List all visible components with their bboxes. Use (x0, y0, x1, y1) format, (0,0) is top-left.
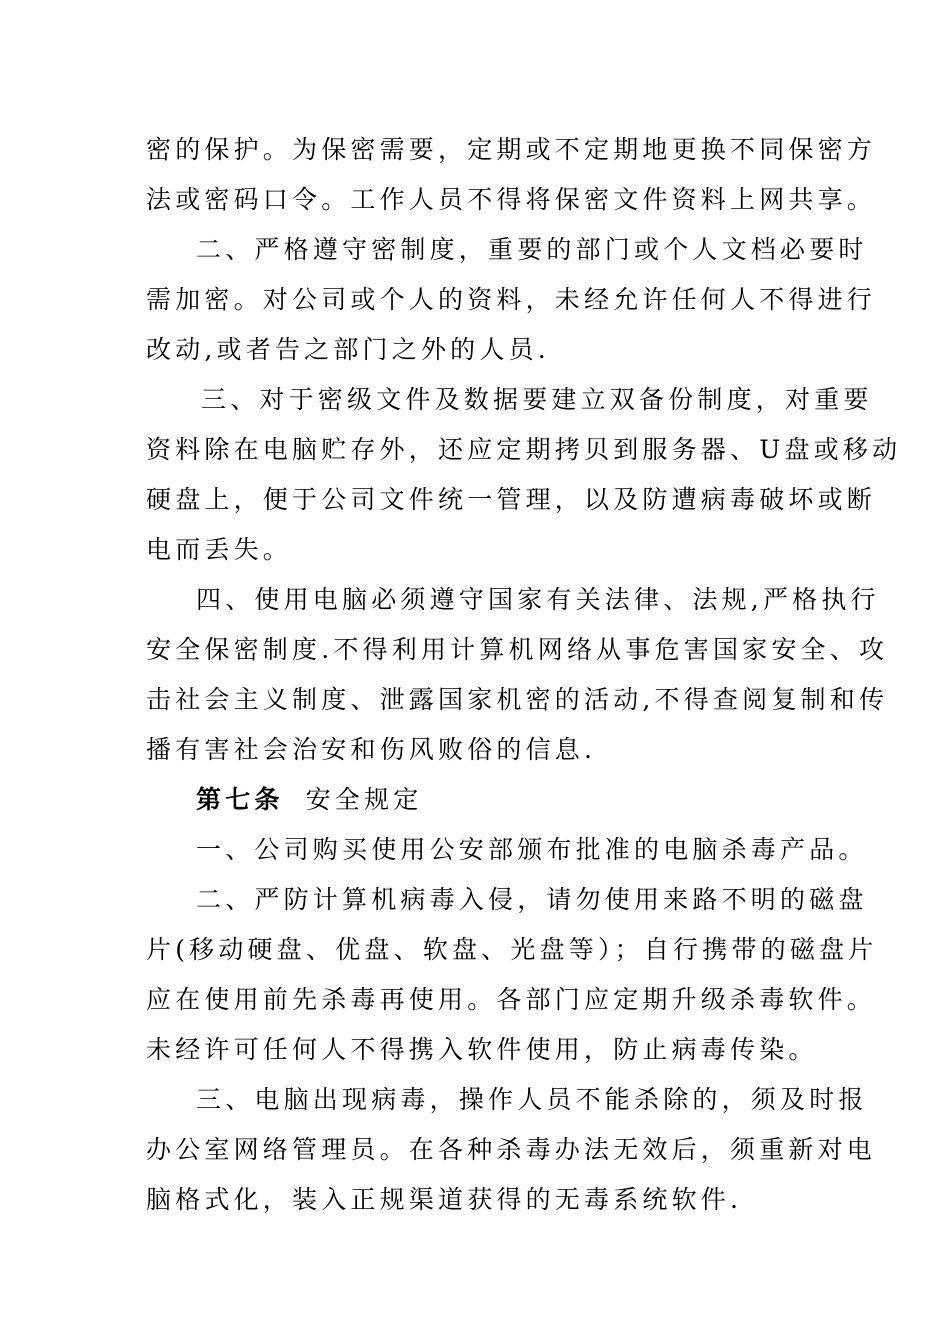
section-heading (196, 785, 422, 815)
paragraph-line: 二、严防计算机病毒入侵，请勿使用来路不明的磁盘 (196, 885, 868, 914)
article-label: 第七条 (196, 785, 284, 814)
paragraph-line: 三、电脑出现病毒，操作人员不能杀除的，须及时报 (196, 1085, 868, 1114)
paragraph-line: 应在使用前先杀毒再使用。各部门应定期升级杀毒软件。 (146, 985, 877, 1014)
paragraph-line: 安全保密制度.不得利用计算机网络从事危害国家安全、攻 (146, 635, 889, 664)
article-title: 安全规定 (305, 785, 423, 814)
paragraph-line: 资料除在电脑贮存外，还应定期拷贝到服务器、U盘或移动 (146, 435, 902, 464)
paragraph-line: 法或密码口令。工作人员不得将保密文件资料上网共享。 (146, 185, 877, 214)
paragraph-line: 脑格式化，装入正规渠道获得的无毒系统软件. (146, 1185, 743, 1214)
paragraph-line: 击社会主义制度、泄露国家机密的活动,不得查阅复制和传 (146, 685, 889, 714)
paragraph-line: 一、公司购买使用公安部颁布批准的电脑杀毒产品。 (196, 835, 868, 864)
paragraph-line: 四、使用电脑必须遵守国家有关法律、法规,严格执行 (196, 585, 880, 614)
paragraph-line: 硬盘上，便于公司文件统一管理，以及防遭病毒破坏或断 (146, 485, 877, 514)
paragraph-line: 二、严格遵守密制度，重要的部门或个人文档必要时 (196, 235, 868, 264)
paragraph-line: 三、对于密级文件及数据要建立双备份制度，对重要 (201, 385, 873, 414)
paragraph-line: 播有害社会治安和伤风败俗的信息. (146, 735, 597, 764)
paragraph-line: 办公室网络管理员。在各种杀毒办法无效后，须重新对电 (146, 1135, 877, 1164)
paragraph-line: 未经许可任何人不得携入软件使用，防止病毒传染。 (146, 1035, 818, 1064)
paragraph-line: 电而丢失。 (146, 535, 293, 564)
paragraph-line: 片(移动硬盘、优盘、软盘、光盘等）；自行携带的磁盘片 (146, 935, 878, 964)
paragraph-line: 改动,或者告之部门之外的人员. (146, 335, 550, 364)
paragraph-line: 需加密。对公司或个人的资料，未经允许任何人不得进行 (146, 285, 877, 314)
paragraph-line: 密的保护。为保密需要，定期或不定期地更换不同保密方 (146, 135, 877, 164)
